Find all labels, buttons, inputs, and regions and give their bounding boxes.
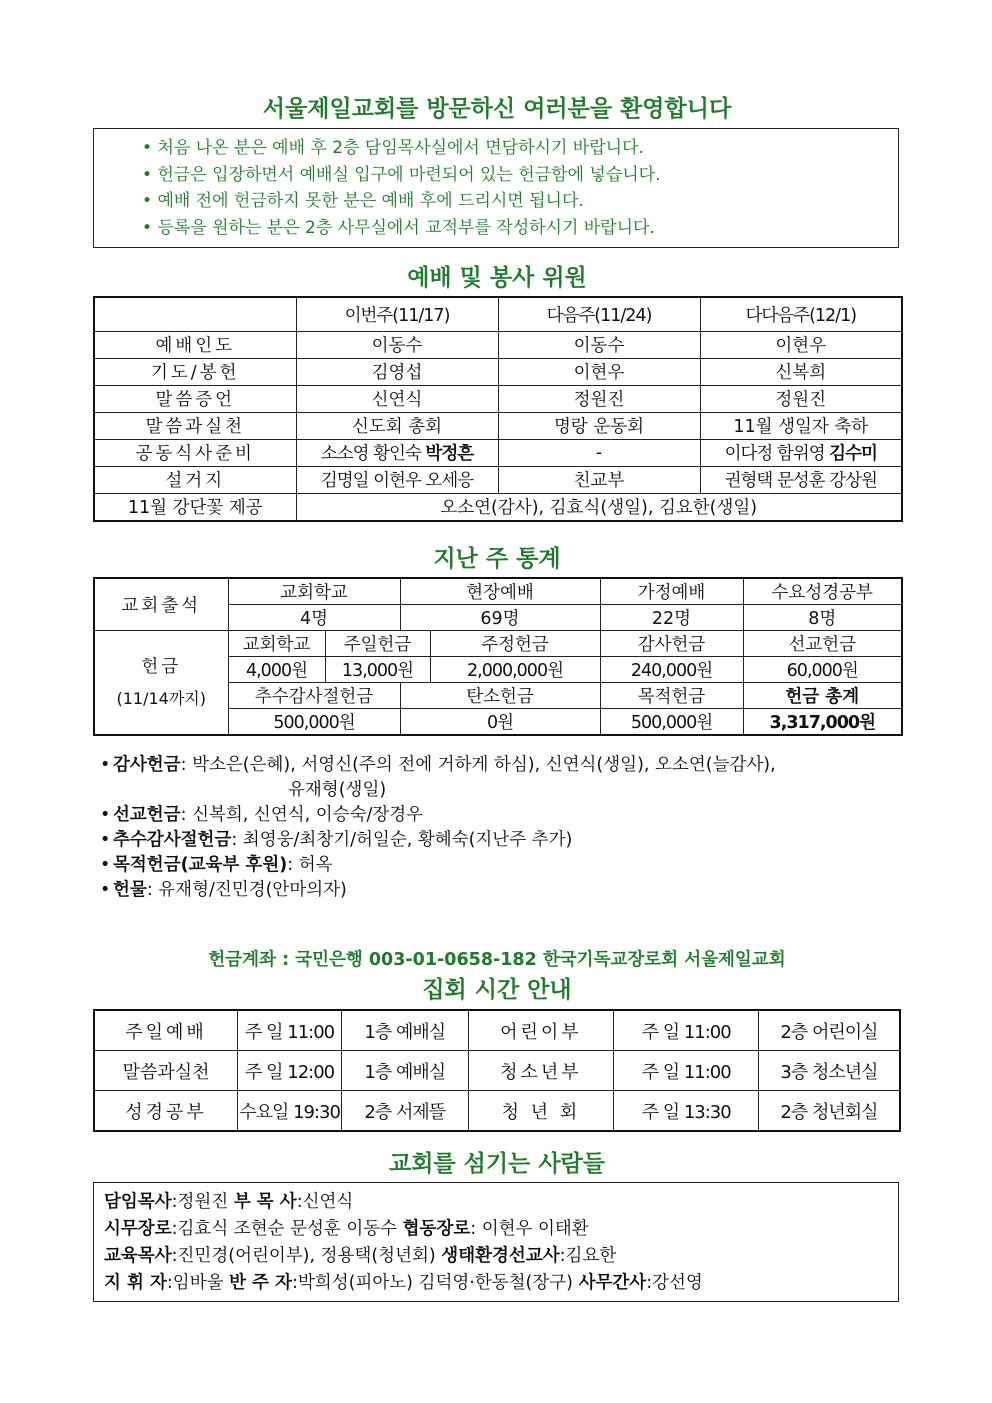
staff-line (104, 1189, 898, 1216)
offering-label: 헌금 (141, 656, 182, 677)
serve-cell: 신도회 총회 (296, 412, 498, 439)
offering-header: 목적헌금 (600, 683, 743, 709)
names-bold: 김수미 (829, 444, 877, 464)
offering-value: 500,000원 (600, 709, 743, 736)
serve-role: 말씀과실천 (94, 412, 296, 439)
meeting-time: 주 일 12:00 (238, 1051, 342, 1091)
staff-names: :김요한 (559, 1246, 617, 1266)
attendance-label: 교회출석 (94, 578, 228, 631)
attendance-value: 69명 (400, 605, 600, 631)
staff-box (93, 1182, 899, 1302)
serve-cell: 김영섭 (296, 358, 498, 385)
flower-value: 오소연(감사), 김효식(생일), 김요한(생일) (296, 493, 902, 521)
meetings-title: 집회 시간 안내 (422, 977, 572, 1003)
serve-header-blank (94, 297, 296, 331)
bank-account: 헌금계좌 : 국민은행 003-01-0658-182 한국기독교장로회 서울제일교회 (208, 950, 786, 970)
staff-role: 교육목사 (104, 1246, 172, 1266)
serve-cell (700, 439, 902, 466)
offering-label-cell (94, 631, 228, 736)
meeting-place: 3층 청소년실 (758, 1051, 900, 1091)
meeting-time: 주 일 11:00 (238, 1010, 342, 1051)
serve-title: 예배 및 봉사 위원 (407, 265, 587, 291)
offering-detail-text: : 박소은(은혜), 서영신(주의 전에 거하게 하심), 신연식(생일), 오소연(늘감사), (180, 755, 776, 775)
offering-value: 4,000원 (228, 657, 325, 683)
staff-title: 교회를 섬기는 사람들 (389, 1151, 605, 1177)
offering-detail-label: 선교헌금 (113, 805, 181, 825)
meeting-time: 주 일 13:30 (614, 1091, 759, 1132)
meeting-name: 어린이부 (468, 1010, 614, 1051)
attendance-header: 현장예배 (400, 578, 600, 605)
notice-item: • 등록을 원하는 분은 2층 사무실에서 교적부를 작성하시기 바랍니다. (142, 215, 898, 242)
serve-role: 예배인도 (94, 331, 296, 358)
serve-cell: 정원진 (498, 385, 700, 412)
offering-detail-text: : 유재형/진민경(안마의자) (146, 880, 347, 900)
staff-role: 담임목사 (104, 1192, 172, 1212)
offering-total-value: 3,317,000원 (743, 709, 902, 736)
offering-detail (100, 878, 900, 903)
serve-role: 공동식사준비 (94, 439, 296, 466)
serve-role: 설거지 (94, 466, 296, 493)
serve-cell: 명랑 운동회 (498, 412, 700, 439)
offering-detail (100, 853, 900, 878)
flower-label: 11월 강단꽃 제공 (94, 493, 296, 521)
notice-item: • 헌금은 입장하면서 예배실 입구에 마련되어 있는 헌금함에 넣습니다. (142, 162, 898, 189)
offering-detail (100, 753, 900, 778)
staff-names: : 이현우 이태환 (470, 1219, 589, 1239)
names: 이다정 함위영 (724, 444, 830, 464)
staff-names: :신연식 (296, 1192, 354, 1212)
meeting-place: 1층 예배실 (342, 1051, 468, 1091)
offering-header: 선교헌금 (743, 631, 902, 657)
offering-header: 탄소헌금 (400, 683, 600, 709)
names: 소소영 황인숙 (320, 444, 426, 464)
meeting-time: 주 일 11:00 (614, 1051, 759, 1091)
welcome-title: 서울제일교회를 방문하신 여러분을 환영합니다 (262, 96, 732, 122)
notice-item: • 예배 전에 헌금하지 못한 분은 예배 후에 드리시면 됩니다. (142, 188, 898, 215)
serve-cell: 권형택 문성훈 강상원 (700, 466, 902, 493)
offering-detail-label: 헌물 (113, 880, 147, 900)
stats-table (93, 577, 903, 736)
offering-value: 13,000원 (325, 657, 430, 683)
notice-box (93, 128, 899, 248)
meeting-name: 주일예배 (94, 1010, 238, 1051)
serve-cell: 이현우 (498, 358, 700, 385)
serve-cell: 이현우 (700, 331, 902, 358)
staff-line (104, 1216, 898, 1243)
meeting-place: 2층 청년회실 (758, 1091, 900, 1132)
names-bold: 박정흔 (425, 444, 474, 464)
serve-cell: 이동수 (296, 331, 498, 358)
staff-role: 시무장로 (104, 1219, 172, 1239)
offering-detail-label: 목적헌금(교육부 후원) (113, 855, 288, 875)
meeting-place: 2층 서제뜰 (342, 1091, 468, 1132)
serve-cell (296, 439, 498, 466)
offering-value: 240,000원 (600, 657, 743, 683)
offering-value: 500,000원 (228, 709, 400, 736)
meeting-name: 말씀과실천 (94, 1051, 238, 1091)
serve-cell: 신연식 (296, 385, 498, 412)
offering-value: 60,000원 (743, 657, 902, 683)
serve-cell: 친교부 (498, 466, 700, 493)
staff-names: :박희성(피아노) 김덕영·한동철(장구) (292, 1273, 579, 1293)
offering-value: 0원 (400, 709, 600, 736)
offering-detail-label: 추수감사절헌금 (113, 830, 232, 850)
stats-title: 지난 주 통계 (433, 546, 561, 572)
meeting-place: 2층 어린이실 (758, 1010, 900, 1051)
offering-sub: (11/14까지) (116, 688, 206, 708)
staff-role: 사무간사 (578, 1273, 647, 1293)
offering-detail (100, 803, 900, 828)
staff-role: 반 주 자 (229, 1273, 292, 1293)
offering-detail (100, 828, 900, 853)
meeting-name: 성경공부 (94, 1091, 238, 1132)
attendance-value: 22명 (600, 605, 743, 631)
staff-role: 생태환경선교사 (441, 1246, 560, 1266)
notice-item: • 처음 나온 분은 예배 후 2층 담임목사실에서 면담하시기 바랍니다. (142, 135, 898, 162)
offering-detail-label: 감사헌금 (113, 755, 181, 775)
serve-header: 이번주(11/17) (296, 297, 498, 331)
attendance-header: 교회학교 (228, 578, 400, 605)
serve-cell: - (498, 439, 700, 466)
offering-header: 추수감사절헌금 (228, 683, 400, 709)
offering-detail-cont: 유재형(생일) (288, 780, 387, 800)
offering-detail-text: : 신복희, 신연식, 이승숙/장경우 (180, 805, 424, 825)
staff-names: :정원진 (171, 1192, 234, 1212)
offering-header: 교회학교 (228, 631, 325, 657)
offering-value: 2,000,000원 (430, 657, 600, 683)
offering-header: 주정헌금 (430, 631, 600, 657)
staff-role: 지 휘 자 (104, 1273, 167, 1293)
offering-details (100, 753, 900, 903)
staff-names: :김효식 조현순 문성훈 이동수 (171, 1219, 403, 1239)
offering-detail-text: : 최영웅/최창기/허일순, 황혜숙(지난주 추가) (231, 830, 573, 850)
meeting-name: 청소년부 (468, 1051, 614, 1091)
meeting-place: 1층 예배실 (342, 1010, 468, 1051)
meetings-table (93, 1009, 901, 1132)
staff-role: 협동장로 (402, 1219, 471, 1239)
offering-detail-text: : 허옥 (287, 855, 333, 875)
serve-table (93, 296, 903, 522)
offering-total-header: 헌금 총계 (743, 683, 902, 709)
attendance-value: 8명 (743, 605, 902, 631)
serve-cell: 이동수 (498, 331, 700, 358)
serve-role: 기도/봉헌 (94, 358, 296, 385)
attendance-value: 4명 (228, 605, 400, 631)
meeting-time: 주 일 11:00 (614, 1010, 759, 1051)
staff-role: 부 목 사 (233, 1192, 297, 1212)
staff-line (104, 1243, 898, 1270)
serve-role: 말씀증언 (94, 385, 296, 412)
meeting-name: 청 년 회 (468, 1091, 614, 1132)
serve-cell: 신복희 (700, 358, 902, 385)
attendance-header: 가정예배 (600, 578, 743, 605)
serve-header: 다음주(11/24) (498, 297, 700, 331)
serve-cell: 정원진 (700, 385, 902, 412)
offering-header: 감사헌금 (600, 631, 743, 657)
serve-cell: 11월 생일자 축하 (700, 412, 902, 439)
staff-names: :임바울 (166, 1273, 230, 1293)
staff-names: :강선영 (646, 1273, 703, 1293)
staff-names: :진민경(어린이부), 정용택(청년회) (171, 1246, 442, 1266)
serve-cell: 김명일 이현우 오세응 (296, 466, 498, 493)
staff-line (104, 1270, 898, 1297)
attendance-header: 수요성경공부 (743, 578, 902, 605)
offering-header: 주일헌금 (325, 631, 430, 657)
meeting-time: 수요일 19:30 (238, 1091, 342, 1132)
serve-header: 다다음주(12/1) (700, 297, 902, 331)
